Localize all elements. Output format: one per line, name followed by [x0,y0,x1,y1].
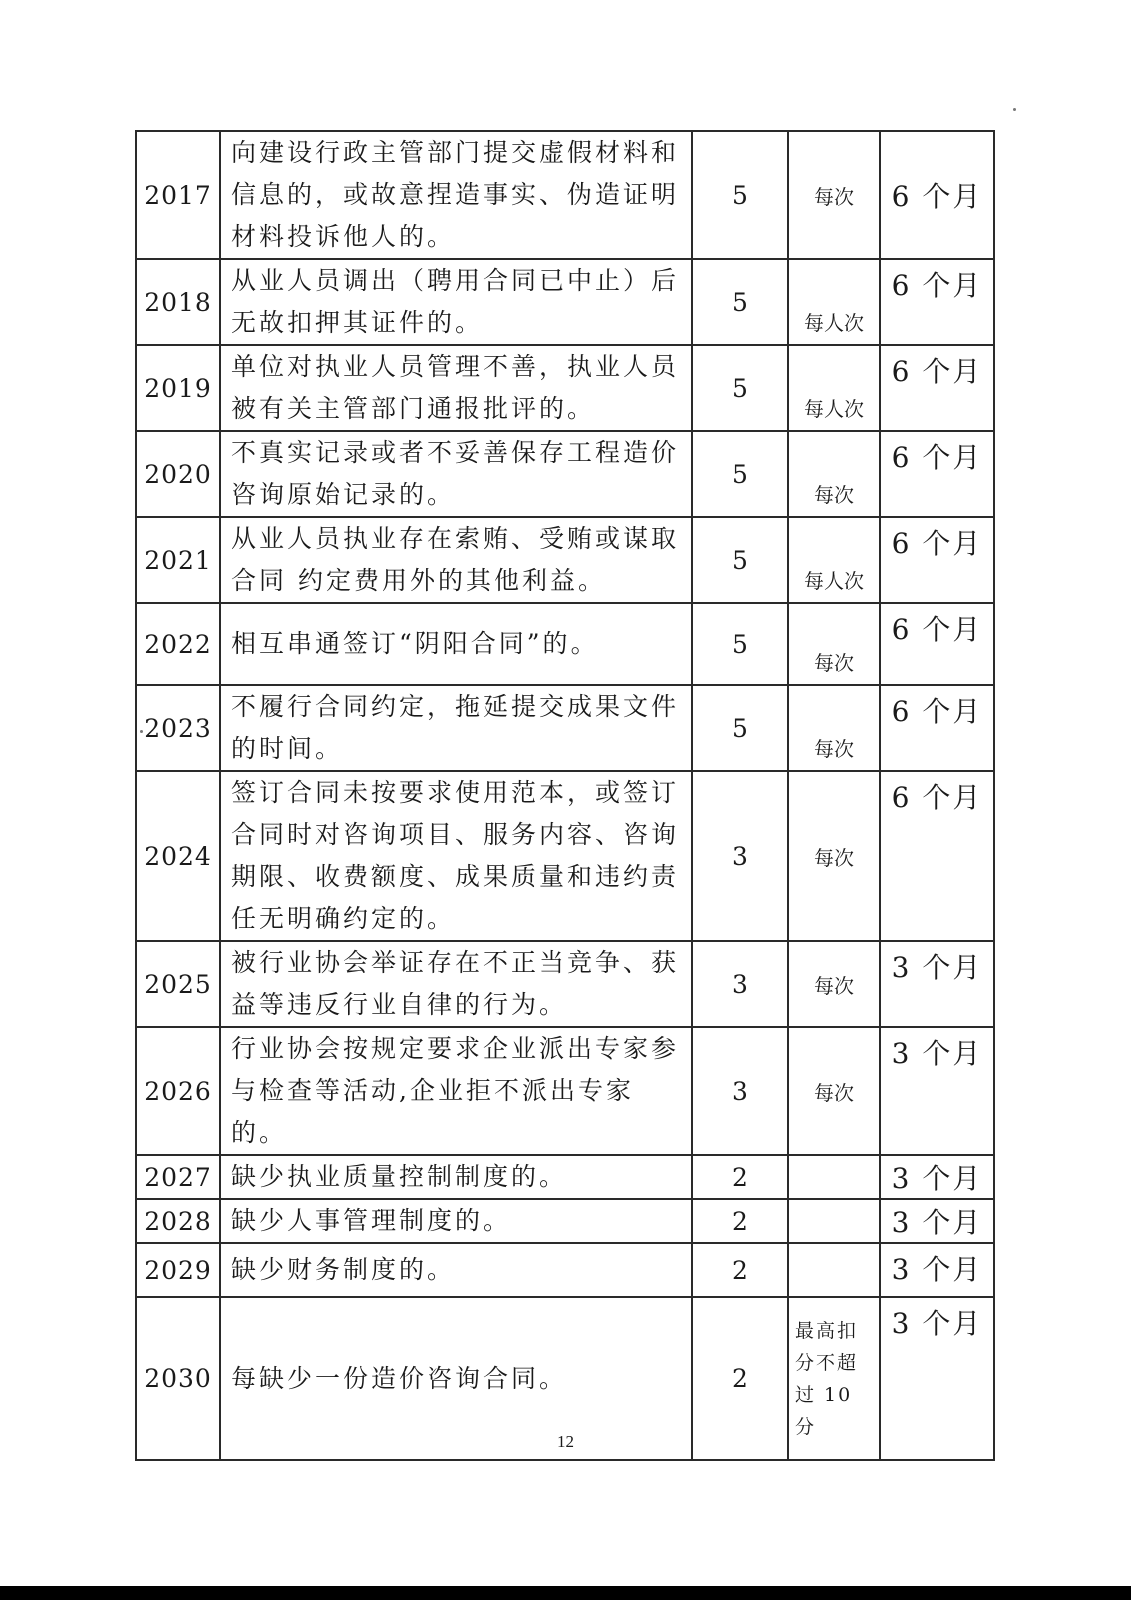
score-cell: 2 [692,1199,788,1243]
frequency-cell [788,1243,880,1297]
score-cell: 2 [692,1297,788,1460]
scan-edge [0,1586,1131,1600]
description-cell: 签订合同未按要求使用范本，或签订合同时对咨询项目、服务内容、咨询期限、收费额度、成果质量和违约责任无明确约定的。 [220,771,692,941]
description-cell: 不真实记录或者不妥善保存工程造价咨询原始记录的。 [220,431,692,517]
frequency-cell: 每次 [788,941,880,1027]
code-cell: 2029 [136,1243,220,1297]
table-row [136,431,994,517]
frequency-cell: 每次 [788,685,880,771]
period-cell: 6 个月 [880,771,994,941]
period-cell: 3 个月 [880,1027,994,1155]
table-row [136,941,994,1027]
code-cell: 2026 [136,1027,220,1155]
score-cell: 5 [692,603,788,685]
description-cell: 缺少执业质量控制制度的。 [220,1155,692,1199]
description-cell: 不履行合同约定，拖延提交成果文件的时间。 [220,685,692,771]
table-row [136,603,994,685]
description-cell: 单位对执业人员管理不善，执业人员被有关主管部门通报批评的。 [220,345,692,431]
frequency-cell: 每次 [788,771,880,941]
code-cell: 2027 [136,1155,220,1199]
period-cell: 6 个月 [880,517,994,603]
description-cell: 缺少财务制度的。 [220,1243,692,1297]
code-cell: 2018 [136,259,220,345]
description-cell: 每缺少一份造价咨询合同。 [220,1297,692,1460]
frequency-cell: 每次 [788,131,880,259]
period-cell: 3 个月 [880,1297,994,1460]
period-cell: 3 个月 [880,941,994,1027]
frequency-cell: 最高扣分不超过 10 分 [788,1297,880,1460]
score-cell: 2 [692,1243,788,1297]
code-cell: 2024 [136,771,220,941]
period-cell: 3 个月 [880,1155,994,1199]
table-row [136,1243,994,1297]
period-cell: 6 个月 [880,131,994,259]
frequency-cell: 每次 [788,603,880,685]
score-cell: 3 [692,941,788,1027]
period-cell: 6 个月 [880,431,994,517]
code-cell: 2019 [136,345,220,431]
score-cell: 2 [692,1155,788,1199]
frequency-cell: 每人次 [788,259,880,345]
page-number: 12 [557,1432,574,1451]
table-row [136,1199,994,1243]
period-cell: 6 个月 [880,345,994,431]
score-cell: 5 [692,131,788,259]
code-cell: 2020 [136,431,220,517]
frequency-cell: 每次 [788,431,880,517]
penalty-table [135,130,995,1461]
code-cell: 2028 [136,1199,220,1243]
score-cell: 5 [692,431,788,517]
period-cell: 6 个月 [880,685,994,771]
table-row [136,259,994,345]
code-cell: 2030 [136,1297,220,1460]
score-cell: 3 [692,771,788,941]
description-cell: 缺少人事管理制度的。 [220,1199,692,1243]
score-cell: 3 [692,1027,788,1155]
table-row [136,771,994,941]
table-row [136,1155,994,1199]
table-row [136,345,994,431]
score-cell: 5 [692,259,788,345]
description-cell: 向建设行政主管部门提交虚假材料和信息的，或故意捏造事实、伪造证明材料投诉他人的。 [220,131,692,259]
score-cell: 5 [692,345,788,431]
frequency-cell: 每人次 [788,517,880,603]
code-cell: 2023 [136,685,220,771]
table-row [136,517,994,603]
period-cell: 3 个月 [880,1199,994,1243]
code-cell: 2021 [136,517,220,603]
frequency-cell [788,1199,880,1243]
period-cell: 6 个月 [880,603,994,685]
frequency-cell [788,1155,880,1199]
description-cell: 从业人员调出（聘用合同已中止）后无故扣押其证件的。 [220,259,692,345]
code-cell: 2022 [136,603,220,685]
scan-speck [1013,108,1016,111]
score-cell: 5 [692,517,788,603]
frequency-cell: 每次 [788,1027,880,1155]
frequency-cell: 每人次 [788,345,880,431]
description-cell: 行业协会按规定要求企业派出专家参与检查等活动,企业拒不派出专家的。 [220,1027,692,1155]
table-row [136,131,994,259]
description-cell: 从业人员执业存在索贿、受贿或谋取合同 约定费用外的其他利益。 [220,517,692,603]
code-cell: 2017 [136,131,220,259]
period-cell: 6 个月 [880,259,994,345]
code-cell: 2025 [136,941,220,1027]
table-row [136,685,994,771]
score-cell: 5 [692,685,788,771]
scan-speck [140,730,143,733]
description-cell: 相互串通签订“阴阳合同”的。 [220,603,692,685]
table-row [136,1027,994,1155]
description-cell: 被行业协会举证存在不正当竞争、获益等违反行业自律的行为。 [220,941,692,1027]
period-cell: 3 个月 [880,1243,994,1297]
